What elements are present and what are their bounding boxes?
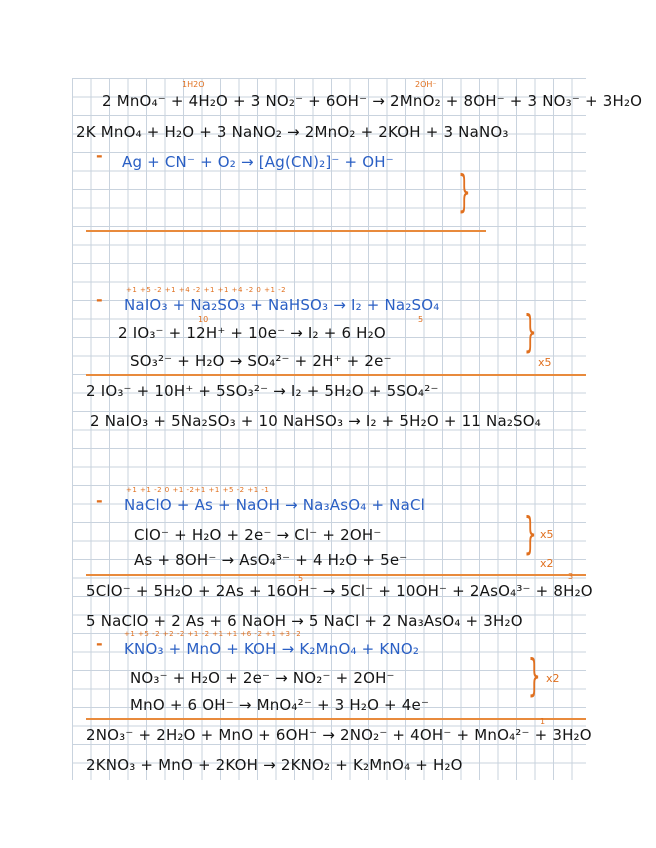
equation-line-2: 2K MnO₄ + H₂O + 3 NaNO₂ → 2MnO₂ + 2KOH + 3 NaNO₃ [76,123,509,141]
oxidation-labels-2: +1 +1 -2 0 +1 -2+1 +1 +5 -2 +1 -1 [126,486,270,494]
item-dash-1: - [96,146,103,165]
equation-line-10: ClO⁻ + H₂O + 2e⁻ → Cl⁻ + 2OH⁻ [134,526,382,544]
equation-line-13: 5 NaClO + 2 As + 6 NaOH → 5 NaCl + 2 Na₃AsO₄ + 3H₂O [86,612,523,630]
equation-line-8: 2 NaIO₃ + 5Na₂SO₃ + 10 NaHSO₃ → I₂ + 5H₂O + 11 Na₂SO₄ [90,412,541,430]
ten-annotation: 10 [198,315,209,324]
equation-line-16: MnO + 6 OH⁻ → MnO₄²⁻ + 3 H₂O + 4e⁻ [130,696,430,714]
separator-1 [86,230,486,232]
brace-4: } [528,650,541,701]
brace-1: } [458,166,471,217]
oh-annotation: 2OH⁻ [415,80,437,89]
equation-line-7: 2 IO₃⁻ + 10H⁺ + 5SO₃²⁻ → I₂ + 5H₂O + 5SO₄²⁻ [86,382,439,400]
separator-2 [86,374,586,376]
equation-line-17: 2NO₃⁻ + 2H₂O + MnO + 6OH⁻ → 2NO₂⁻ + 4OH⁻ + MnO₄²⁻ + 3H₂O [86,726,592,744]
brace-3: } [524,508,537,559]
separator-3 [86,574,586,576]
item-dash-3: - [96,491,103,510]
item-dash-2: - [96,290,103,309]
brace-2: } [524,306,537,357]
equation-line-4: NaIO₃ + Na₂SO₃ + NaHSO₃ → I₂ + Na₂SO₄ [124,296,440,314]
multiplier-x2-2: x2 [546,672,560,685]
equation-line-1: 2 MnO₄⁻ + 4H₂O + 3 NO₂⁻ + 6OH⁻ → 2MnO₂ + 8OH⁻ + 3 NO₃⁻ + 3H₂O [102,92,643,110]
equation-line-3: Ag + CN⁻ + O₂ → [Ag(CN)₂]⁻ + OH⁻ [122,153,394,171]
h2o-annotation: 1H2O [182,80,205,89]
six-annotation: 5 [298,574,304,583]
equation-line-12: 5ClO⁻ + 5H₂O + 2As + 16OH⁻ → 5Cl⁻ + 10OH⁻ + 2AsO₄³⁻ + 8H₂O [86,582,593,600]
equation-line-9: NaClO + As + NaOH → Na₃AsO₄ + NaCl [124,496,426,514]
equation-line-11: As + 8OH⁻ → AsO₄³⁻ + 4 H₂O + 5e⁻ [134,551,408,569]
three-annotation: 3 [568,572,574,581]
equation-line-15: NO₃⁻ + H₂O + 2e⁻ → NO₂⁻ + 2OH⁻ [130,669,395,687]
multiplier-x5-1: x5 [538,356,552,369]
equation-line-18: 2KNO₃ + MnO + 2KOH → 2KNO₂ + K₂MnO₄ + H₂O [86,756,463,774]
one-annotation: 1 [540,717,546,726]
separator-4 [86,718,586,720]
oxidation-labels-1: +1 +5 -2 +1 +4 -2 +1 +1 +4 -2 0 +1 -2 [126,286,287,294]
multiplier-x5-2: x5 [540,528,554,541]
multiplier-x2-1: x2 [540,557,554,570]
five-annotation: 5 [418,315,424,324]
oxidation-labels-3: +1 +5 -2 +2 -2 +1 -2 +1 +1 +6 -2 +1 +3 -2 [124,630,302,638]
equation-line-6: SO₃²⁻ + H₂O → SO₄²⁻ + 2H⁺ + 2e⁻ [130,352,392,370]
item-dash-4: - [96,634,103,653]
equation-line-5: 2 IO₃⁻ + 12H⁺ + 10e⁻ → I₂ + 6 H₂O [118,324,386,342]
equation-line-14: KNO₃ + MnO + KOH → K₂MnO₄ + KNO₂ [124,640,420,658]
